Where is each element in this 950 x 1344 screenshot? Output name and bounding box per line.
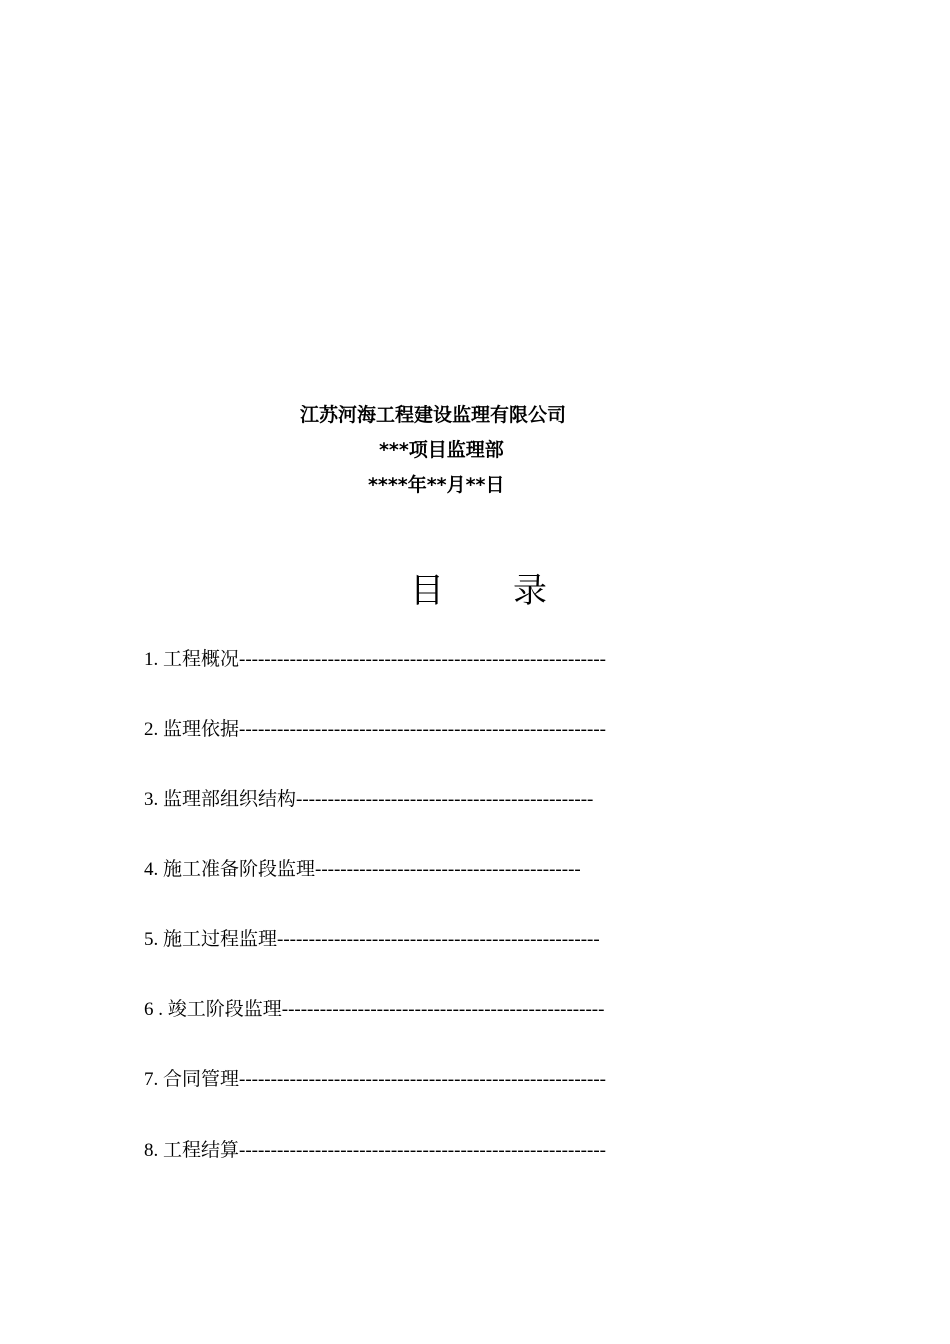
document-date: ****年**月**日 (368, 474, 505, 496)
toc-item-7[interactable]: 7. 合同管理---------------------------------------------------------- (144, 1069, 606, 1090)
toc-title-first-char: 目 (410, 571, 444, 611)
toc-item-8[interactable]: 8. 工程结算---------------------------------------------------------- (144, 1140, 606, 1161)
company-name: 江苏河海工程建设监理有限公司 (300, 404, 567, 426)
toc-item-5[interactable]: 5. 施工过程监理--------------------------------------------------- (144, 929, 600, 950)
toc-title-second-char: 录 (513, 571, 547, 611)
toc-item-3[interactable]: 3. 监理部组织结构----------------------------------------------- (144, 789, 594, 810)
toc-item-1[interactable]: 1. 工程概况---------------------------------------------------------- (144, 649, 606, 670)
toc-item-2[interactable]: 2. 监理依据---------------------------------------------------------- (144, 719, 606, 740)
toc-item-4[interactable]: 4. 施工准备阶段监理------------------------------------------ (144, 859, 581, 880)
project-department: ***项目监理部 (379, 439, 504, 461)
toc-item-6[interactable]: 6 . 竣工阶段监理--------------------------------------------------- (144, 999, 605, 1020)
